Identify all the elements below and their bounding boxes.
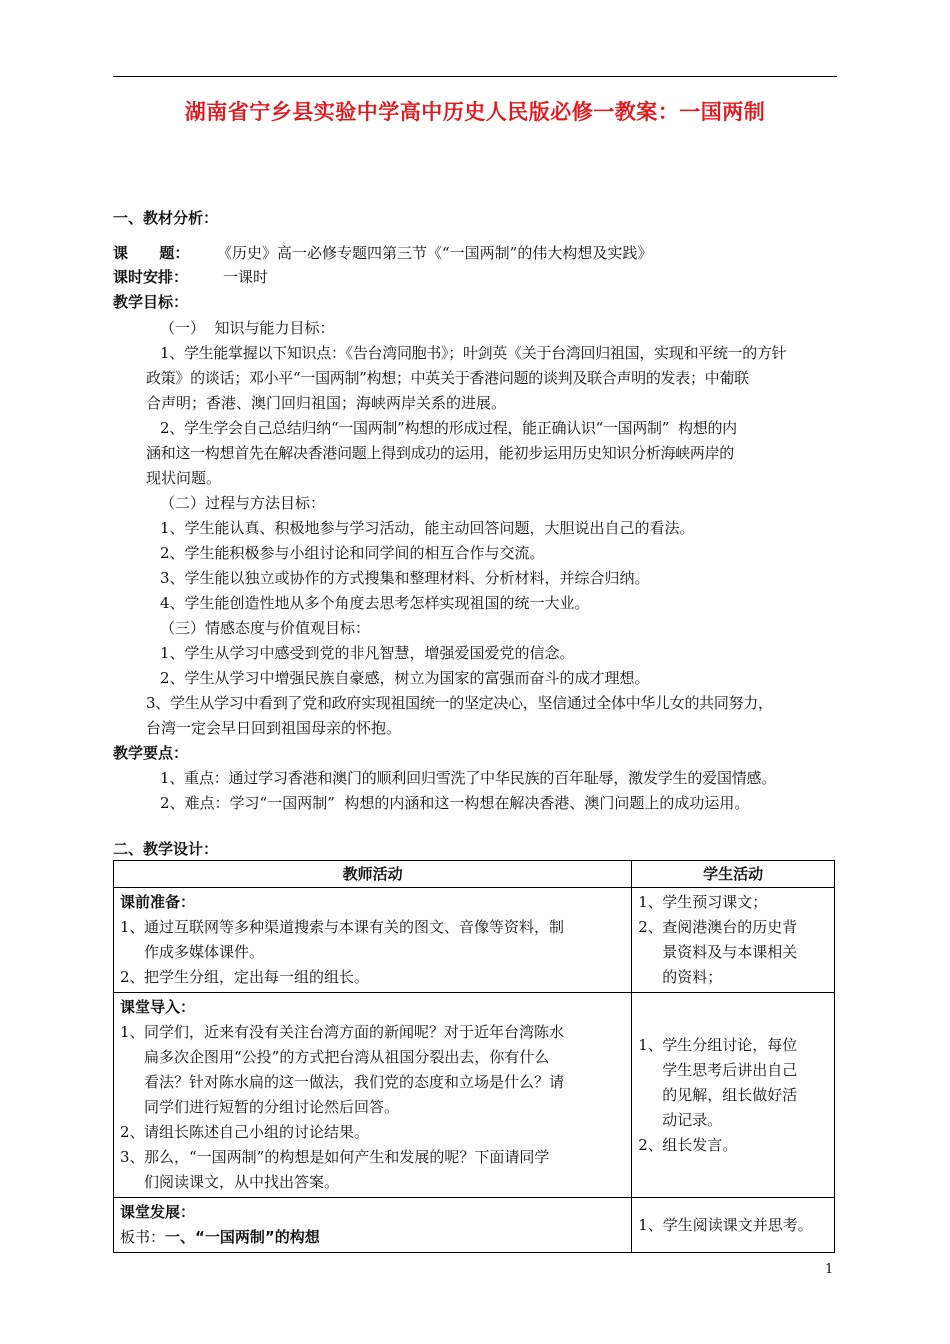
- table-row: [114, 1198, 835, 1253]
- goal1-heading: （一） 知识与能力目标：: [160, 319, 335, 337]
- student-activity: 1、学生阅读课文并思考。: [638, 1215, 813, 1234]
- topic-label: 课 题：: [113, 244, 190, 262]
- board-line: [120, 1225, 625, 1250]
- keypoint-item: 1、重点：通过学习香港和澳门的顺利回归雪洗了中华民族的百年耻辱，激发学生的爱国情感。: [160, 769, 777, 787]
- row-heading: 课堂导入：: [120, 998, 196, 1016]
- topic-row: [113, 243, 652, 263]
- student-cell: [632, 888, 835, 993]
- student-cell: [632, 1198, 835, 1253]
- schedule-label: 课时安排：: [113, 268, 189, 286]
- goal2-line: 1、学生能认真、积极地参与学习活动，能主动回答问题，大胆说出自己的看法。: [160, 519, 695, 537]
- goal3-heading: （三）情感态度与价值观目标：: [160, 619, 371, 637]
- goals-label: 教学目标：: [113, 293, 189, 311]
- goal1-line: 政策》的谈话；邓小平“一国两制”构想；中英关于香港问题的谈判及联合声明的发表；中葡联: [146, 369, 749, 387]
- schedule-value: 一课时: [223, 268, 269, 286]
- goal1-line: 涵和这一构想首先在解决香港问题上得到成功的运用，能初步运用历史知识分析海峡两岸的: [146, 444, 735, 462]
- col-student-header: 学生活动: [632, 861, 835, 888]
- table-row: [114, 888, 835, 993]
- goal3-line: 3、学生从学习中看到了党和政府实现祖国统一的坚定决心，坚信通过全体中华儿女的共同努力，: [146, 694, 773, 712]
- section2-heading: 二、教学设计：: [113, 840, 219, 858]
- teacher-cell: [114, 888, 632, 993]
- list-item: 1、 学生预习课文；: [638, 893, 768, 911]
- teacher-cell: [114, 993, 632, 1198]
- section1-heading: 一、教材分析：: [113, 209, 219, 227]
- table-row: [114, 993, 835, 1198]
- header-rule: [113, 76, 837, 77]
- list-item: 1、 学生分组讨论，每位 学生思考后讲出自己 的见解，组长做好活 动记录。: [638, 1036, 798, 1129]
- goal2-line: 3、学生能以独立或协作的方式搜集和整理材料、分析材料，并综合归纳。: [160, 569, 650, 587]
- list-item: 2、 查阅港澳台的历史背 景资料及与本课相关 的资料；: [638, 918, 798, 986]
- teacher-cell: [114, 1198, 632, 1253]
- list-item: 2、 请组长陈述自己小组的讨论结果。: [120, 1123, 370, 1141]
- goal2-line: 4、学生能创造性地从多个角度去思考怎样实现祖国的统一大业。: [160, 594, 590, 612]
- list-item: 3、 那么，“一国两制”的构想是如何产生和发展的呢？下面请同学 们阅读课文，从中找出答案。: [120, 1148, 550, 1191]
- goal3-line: 2、学生从学习中增强民族自豪感，树立为国家的富强而奋斗的成才理想。: [160, 669, 650, 687]
- table-header-row: [114, 861, 835, 888]
- board-label: 板书：: [120, 1228, 166, 1246]
- goal1-line: 现状问题。: [146, 469, 222, 487]
- list-item: 2、 把学生分组，定出每一组的组长。: [120, 968, 370, 986]
- goal1-line: 2、学生学会自己总结归纳“一国两制”构想的形成过程，能正确认识“一国两制” 构想的内: [160, 419, 737, 437]
- goal2-line: 2、学生能积极参与小组讨论和同学间的相互合作与交流。: [160, 544, 545, 562]
- col-teacher-header: 教师活动: [114, 861, 632, 888]
- list-item: 2、 组长发言。: [638, 1136, 738, 1154]
- goal3-line: 台湾一定会早日回到祖国母亲的怀抱。: [146, 719, 402, 737]
- goal1-line: 1、学生能掌握以下知识点：《告台湾同胞书》；叶剑英《关于台湾回归祖国，实现和平统一的方针: [160, 344, 787, 362]
- page-title: 湖南省宁乡县实验中学高中历史人民版必修一教案：一国两制: [184, 100, 766, 124]
- topic-value: 《历史》高一必修专题四第三节《“一国两制”的伟大构想及实践》: [217, 244, 653, 262]
- row-heading: 课前准备：: [120, 893, 196, 911]
- list-item: 1、 同学们，近来有没有关注台湾方面的新闻呢？对于近年台湾陈水 扁多次企图用“公投”的方式把台湾从祖国分裂出去，你有什么 看法？针对陈水扁的这一做法，我们党的态度和立场是什么？请 同学们进行短暂的分组讨论然后回答。: [120, 1023, 565, 1116]
- teaching-design-table: [113, 860, 835, 1253]
- list-item: 1、 通过互联网等多种渠道搜索与本课有关的图文、音像等资料，制 作成多媒体课件。: [120, 918, 565, 961]
- keypoint-item: 2、难点：学习“一国两制” 构想的内涵和这一构想在解决香港、澳门问题上的成功运用。: [160, 794, 750, 812]
- page-number: 1: [825, 1262, 834, 1277]
- student-cell: [632, 993, 835, 1198]
- keypoints-label: 教学要点：: [113, 744, 189, 762]
- row-heading: 课堂发展：: [120, 1203, 196, 1221]
- goal2-heading: （二）过程与方法目标：: [160, 494, 326, 512]
- goal3-line: 1、学生从学习中感受到党的非凡智慧，增强爱国爱党的信念。: [160, 644, 575, 662]
- schedule-row: [113, 267, 268, 287]
- goal1-line: 合声明；香港、澳门回归祖国；海峡两岸关系的进展。: [146, 394, 507, 412]
- board-text: 一、“一国两制”的构想: [165, 1228, 320, 1246]
